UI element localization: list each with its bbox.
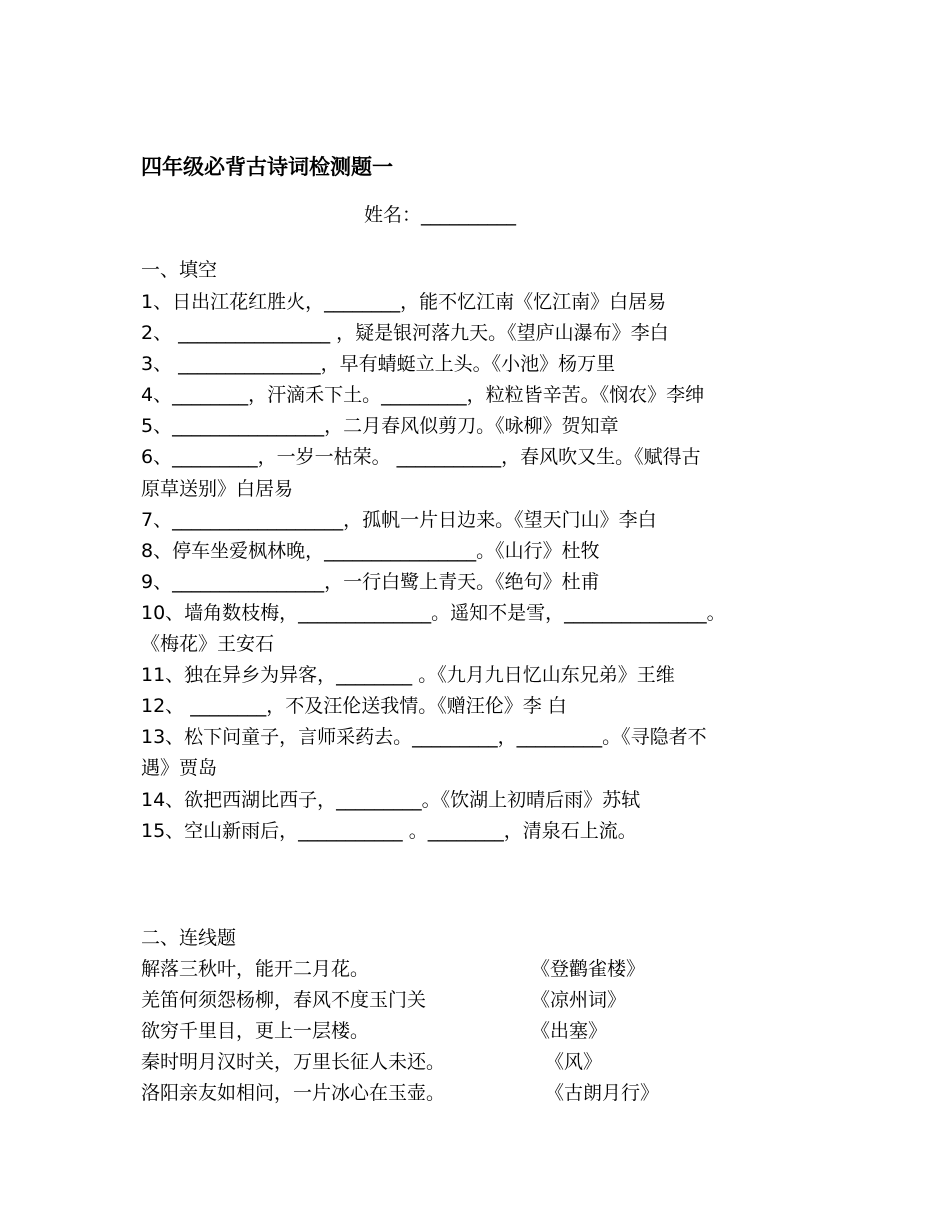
question-line: 6、_________，一岁一枯荣。 ___________，春风吹又生。《赋得古 [141, 446, 701, 469]
poem-source: 《凉州词》 [531, 989, 627, 1011]
question-line: 2、 ________________ ，疑是银河落九天。《望庐山瀑布》李白 [141, 322, 669, 345]
question-line: 14、欲把西湖比西子，_________。《饮湖上初晴后雨》苏轼 [141, 788, 641, 811]
poem-source: 《出塞》 [531, 1020, 608, 1042]
question-line: 遇》贾岛 [141, 757, 218, 780]
question-line: 13、松下问童子，言师采药去。_________，_________。《寻隐者不 [141, 726, 707, 749]
question-line: 3、 _______________，早有蜻蜓立上头。《小池》杨万里 [141, 353, 616, 376]
poem-line: 欲穷千里目，更上一层楼。 [141, 1020, 370, 1042]
page-title: 四年级必背古诗词检测题一 [141, 155, 393, 179]
question-line: 4、________，汗滴禾下土。_________，粒粒皆辛苦。《悯农》李绅 [141, 384, 705, 407]
question-line: 5、________________，二月春风似剪刀。《咏柳》贺知章 [141, 415, 619, 438]
question-line: 10、墙角数枝梅，______________。遥知不是雪，_______________。 [141, 601, 726, 624]
question-line: 9、________________，一行白鹭上青天。《绝句》杜甫 [141, 570, 600, 593]
question-line: 12、 ________，不及汪伦送我情。《赠汪伦》李 白 [141, 695, 567, 718]
question-line: 15、空山新雨后，___________ 。________，清泉石上流。 [141, 819, 637, 842]
poem-line: 解落三秋叶，能开二月花。 [141, 958, 370, 980]
question-line: 7、__________________，孤帆一片日边来。《望天门山》李白 [141, 508, 657, 531]
poem-source: 《登鹳雀楼》 [531, 958, 646, 980]
name-label: 姓名： [364, 204, 422, 226]
poem-source: 《古朗月行》 [545, 1082, 660, 1104]
name-blank: __________ [421, 204, 517, 226]
section2-heading: 二、连线题 [141, 927, 237, 949]
poem-line: 秦时明月汉时关，万里长征人未还。 [141, 1051, 446, 1073]
poem-line: 洛阳亲友如相问，一片冰心在玉壶。 [141, 1082, 446, 1104]
section1-heading: 一、填空 [141, 259, 218, 281]
poem-source: 《风》 [545, 1051, 603, 1073]
poem-line: 羌笛何须怨杨柳，春风不度玉门关 [141, 989, 427, 1011]
question-line: 《梅花》王安石 [141, 633, 275, 656]
question-line: 11、独在异乡为异客，________ 。《九月九日忆山东兄弟》王维 [141, 664, 675, 687]
question-line: 8、停车坐爱枫林晚，________________。《山行》杜牧 [141, 539, 600, 562]
fill-in-question-list [141, 287, 806, 847]
question-line: 原草送别》白居易 [141, 477, 294, 500]
name-field-row [364, 200, 516, 230]
question-line: 1、日出江花红胜火，________，能不忆江南《忆江南》白居易 [141, 291, 667, 313]
